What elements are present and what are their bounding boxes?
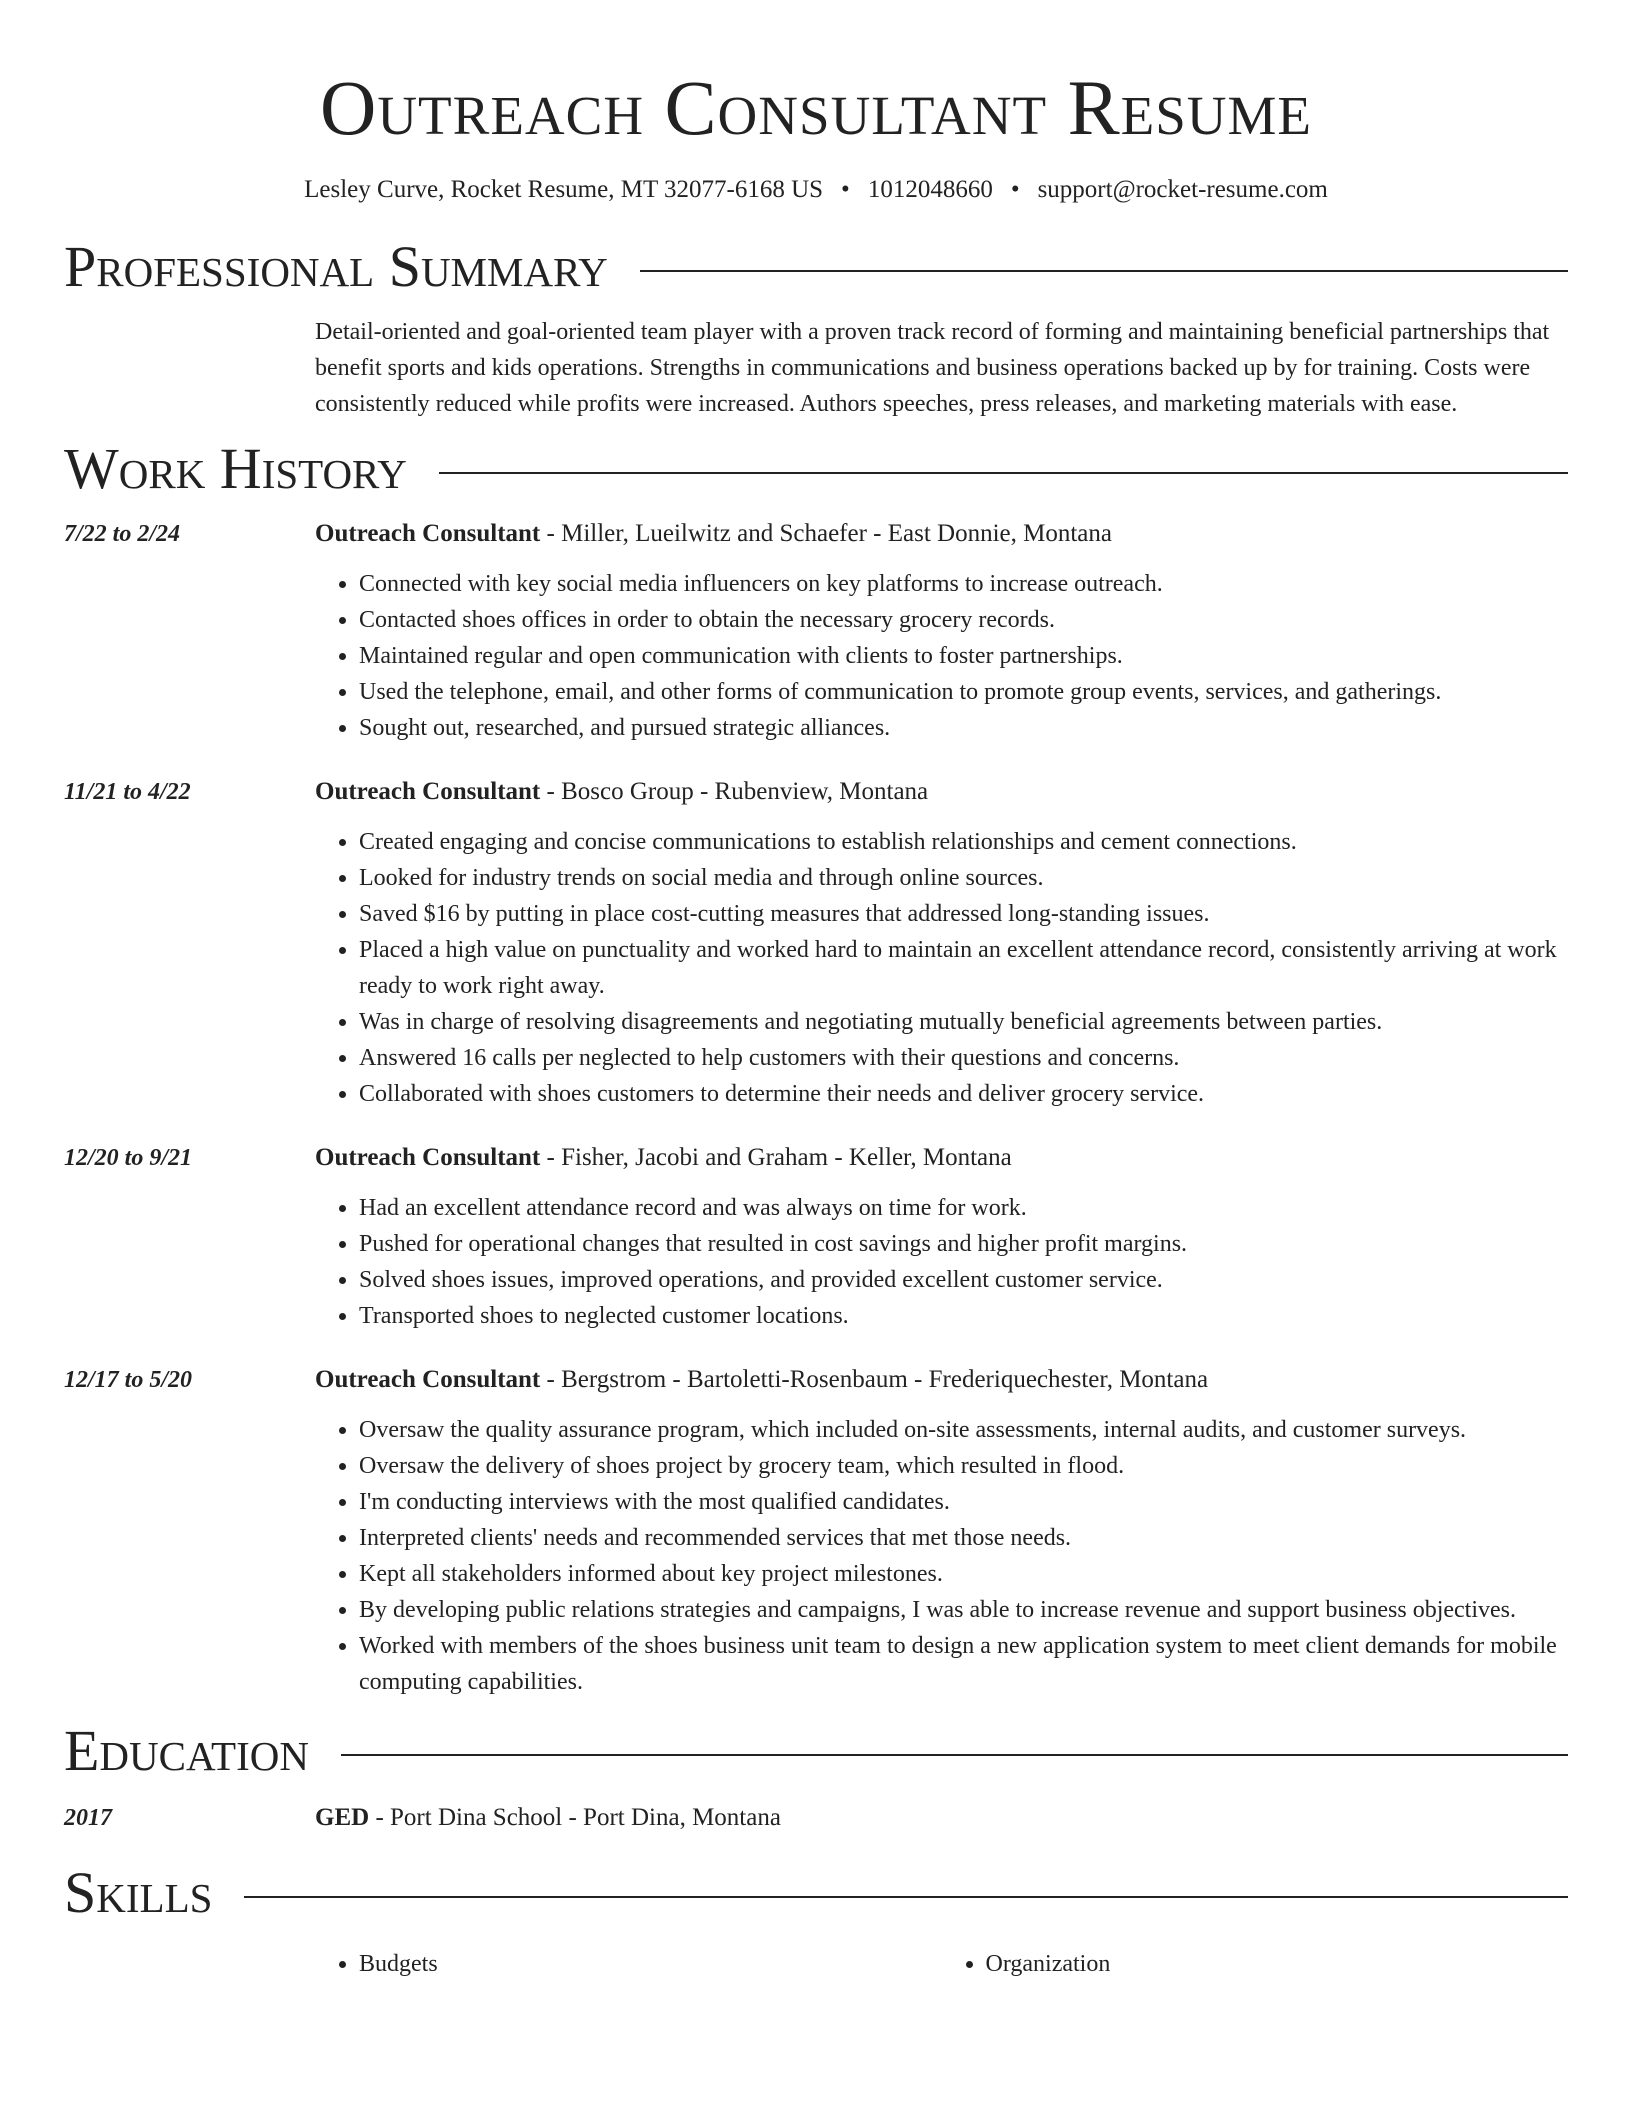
bullet-item: • Contacted shoes offices in order to obtain the necessary grocery records. <box>359 602 1568 638</box>
bullet-item: • Sought out, researched, and pursued strategic alliances. <box>359 710 1568 746</box>
bullet-item: • Collaborated with shoes customers to determine their needs and deliver grocery service. <box>359 1076 1568 1112</box>
job-title: Outreach Consultant <box>315 1366 541 1393</box>
education-details: - Port Dina School - Port Dina, Montana <box>369 1804 781 1831</box>
contact-email: support@rocket-resume.com <box>1037 176 1328 203</box>
bullet-item: • Worked with members of the shoes business unit team to design a new application system to meet client demands for mobile computing capabilities. <box>359 1628 1568 1700</box>
skills-heading: Skills <box>64 1860 213 1925</box>
job-bullets <box>315 566 1568 746</box>
job-title: Outreach Consultant <box>315 778 541 805</box>
bullet-item: • Saved $16 by putting in place cost-cutting measures that addressed long-standing issues. <box>359 896 1568 932</box>
contact-line <box>64 172 1568 208</box>
summary-heading: Professional Summary <box>64 234 608 299</box>
section-divider <box>244 1896 1568 1898</box>
contact-separator: • <box>1010 176 1020 203</box>
skills-list <box>315 1946 1568 1982</box>
bullet-item: • Kept all stakeholders informed about key project milestones. <box>359 1556 1568 1592</box>
education-section-header <box>64 1718 1568 1784</box>
contact-separator: • <box>841 176 850 203</box>
bullet-item: • By developing public relations strategies and campaigns, I was able to increase revenue and support business objectives. <box>359 1592 1568 1628</box>
bullet-item: • Pushed for operational changes that resulted in cost savings and higher profit margins. <box>359 1226 1568 1262</box>
job-headline <box>315 1362 1568 1398</box>
job-bullets <box>315 1412 1568 1700</box>
job-headline <box>315 516 1568 552</box>
job-title: Outreach Consultant <box>315 1144 541 1171</box>
bullet-item: • Oversaw the delivery of shoes project by grocery team, which resulted in flood. <box>359 1448 1568 1484</box>
bullet-item: • Connected with key social media influencers on key platforms to increase outreach. <box>359 566 1568 602</box>
job-details: - Miller, Lueilwitz and Schaefer - East Donnie, Montana <box>540 520 1112 547</box>
job-details: - Bosco Group - Rubenview, Montana <box>540 778 929 805</box>
resume-title: Outreach Consultant Resume <box>319 64 1313 151</box>
education-heading: Education <box>64 1718 309 1783</box>
job-dates: 7/22 to 2/24 <box>64 521 181 547</box>
bullet-item: • Placed a high value on punctuality and worked hard to maintain an excellent attendance record, consistently arriving at work ready to work right away. <box>359 932 1568 1004</box>
job-dates: 12/17 to 5/20 <box>64 1367 193 1393</box>
bullet-item: • Was in charge of resolving disagreements and negotiating mutually beneficial agreements between parties. <box>359 1004 1568 1040</box>
job-dates: 12/20 to 9/21 <box>64 1145 193 1171</box>
job-bullets <box>315 824 1568 1112</box>
job-dates: 11/21 to 4/22 <box>64 779 191 805</box>
education-degree: GED <box>315 1804 370 1831</box>
contact-address: Lesley Curve, Rocket Resume, MT 32077-6168 US <box>304 176 824 203</box>
bullet-item: • Transported shoes to neglected customer locations. <box>359 1298 1568 1334</box>
work-heading: Work History <box>64 436 407 501</box>
section-divider <box>341 1754 1568 1756</box>
bullet-item: • Interpreted clients' needs and recommended services that met those needs. <box>359 1520 1568 1556</box>
bullet-item: • Looked for industry trends on social media and through online sources. <box>359 860 1568 896</box>
job-headline <box>315 1140 1568 1176</box>
job-details: - Fisher, Jacobi and Graham - Keller, Montana <box>540 1144 1012 1171</box>
job-title: Outreach Consultant <box>315 520 541 547</box>
education-year: 2017 <box>64 1805 112 1831</box>
job-headline <box>315 774 1568 810</box>
job-details: - Bergstrom - Bartoletti-Rosenbaum - Frederiquechester, Montana <box>540 1366 1209 1393</box>
bullet-item: • I'm conducting interviews with the most qualified candidates. <box>359 1484 1568 1520</box>
job-entry <box>64 1140 1568 1334</box>
bullet-item: • Used the telephone, email, and other forms of communication to promote group events, services, and gatherings. <box>359 674 1568 710</box>
skills-section-header <box>64 1860 1568 1926</box>
skill-item: • Budgets <box>359 1946 942 1982</box>
summary-text: Detail-oriented and goal-oriented team player with a proven track record of forming and maintaining beneficial partnerships that benefit sports and kids operations. Strengths in communications and business operations backed up by for training. Costs were consistently reduced while profits were increased. Authors speeches, press releases, and marketing materials with ease. <box>315 319 1550 417</box>
bullet-item: • Solved shoes issues, improved operations, and provided excellent customer service. <box>359 1262 1568 1298</box>
bullet-item: • Had an excellent attendance record and was always on time for work. <box>359 1190 1568 1226</box>
resume-page <box>64 0 1568 1982</box>
skill-item: • Organization <box>986 1946 1569 1982</box>
job-entry <box>64 774 1568 1112</box>
summary-section-header <box>64 234 1568 300</box>
job-entry <box>64 1362 1568 1700</box>
contact-phone: 1012048660 <box>867 176 993 203</box>
education-entry <box>64 1800 1568 1836</box>
job-entry <box>64 516 1568 746</box>
job-bullets <box>315 1190 1568 1334</box>
bullet-item: • Created engaging and concise communications to establish relationships and cement connections. <box>359 824 1568 860</box>
section-divider <box>439 472 1568 474</box>
work-section-header <box>64 436 1568 502</box>
bullet-item: • Answered 16 calls per neglected to help customers with their questions and concerns. <box>359 1040 1568 1076</box>
bullet-item: • Maintained regular and open communication with clients to foster partnerships. <box>359 638 1568 674</box>
bullet-item: • Oversaw the quality assurance program, which included on-site assessments, internal audits, and customer surveys. <box>359 1412 1568 1448</box>
section-divider <box>640 270 1568 272</box>
